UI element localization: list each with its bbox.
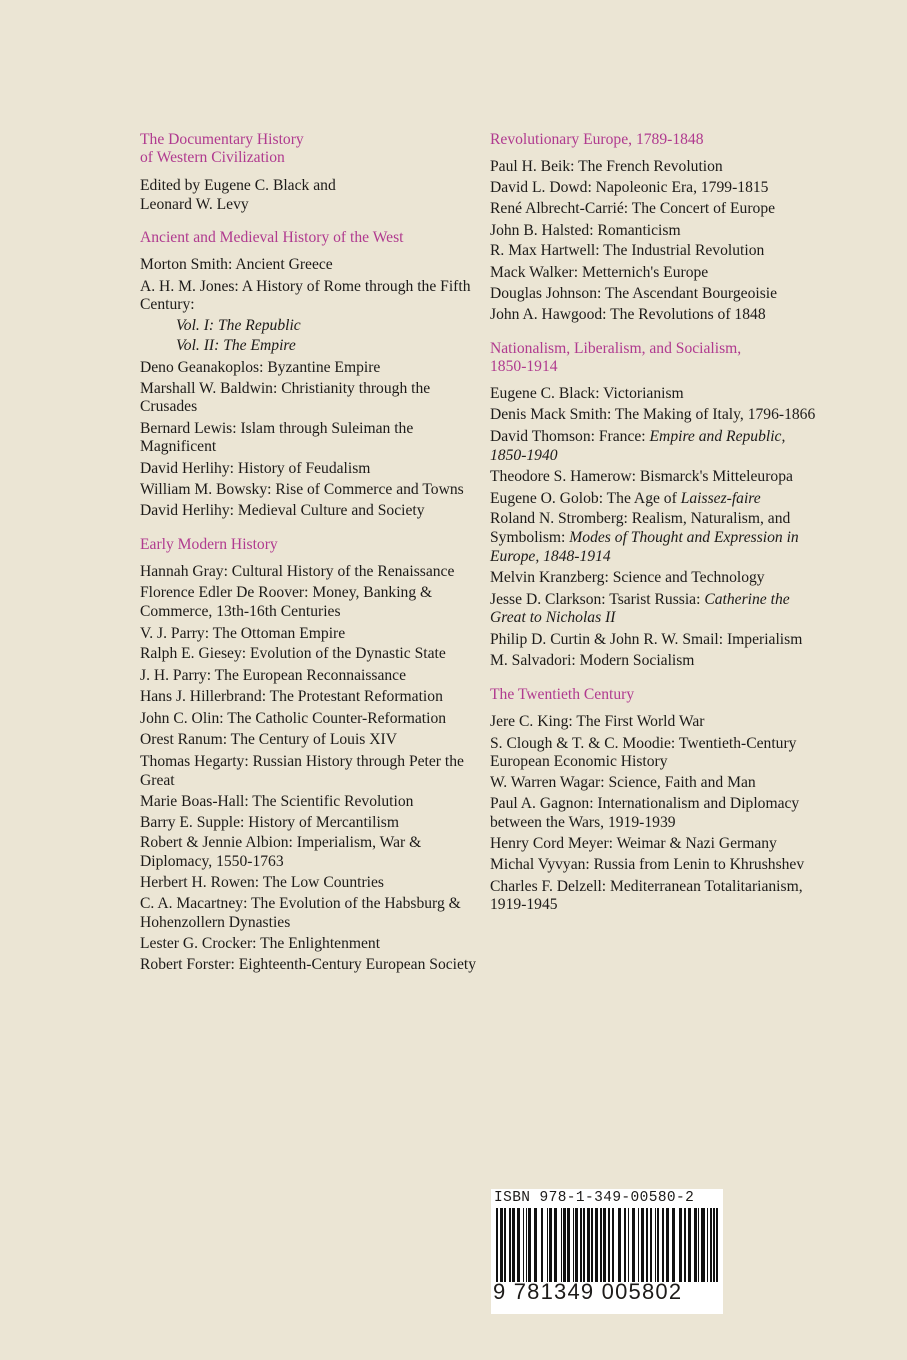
book-entry-title-italic: Modes of Thought and Expression in Europe, 1848-1914 [490,528,799,565]
barcode-bar [701,1208,705,1282]
barcode-bar [655,1208,656,1282]
book-entry: S. Clough & T. & C. Moodie: Twentieth-Century European Economic History [490,734,797,771]
barcode-bar [554,1208,557,1282]
barcode-bar [624,1208,626,1282]
book-entry: W. Warren Wagar: Science, Faith and Man [490,773,756,791]
barcode-bar [710,1208,712,1282]
barcode-bar [523,1208,524,1282]
book-entry: Theodore S. Hamerow: Bismarck's Mitteleuropa [490,468,793,486]
section-heading: Revolutionary Europe, 1789-1848 [490,131,704,148]
section-heading: Early Modern History [140,535,278,553]
book-entry: David Herlihy: Medieval Culture and Society [140,502,425,520]
book-entry: Marie Boas-Hall: The Scientific Revolution [140,793,414,811]
book-entry [490,510,820,566]
book-section [490,340,820,671]
book-entry: Denis Mack Smith: The Making of Italy, 1796-1866 [490,406,816,424]
right-sections [490,131,820,915]
book-entry: J. H. Parry: The European Reconnaissance [140,666,407,684]
barcode-bar [526,1208,527,1282]
barcode-bar [707,1208,708,1282]
barcode-bar [563,1208,566,1282]
book-entry: John B. Halsted: Romanticism [490,221,681,239]
barcode-bar [567,1208,570,1282]
book-entry: Charles F. Delzell: Mediterranean Totalitarianism, 1919-1945 [490,877,803,914]
section-heading: Ancient and Medieval History of the West [140,229,404,246]
book-entry: David L. Dowd: Napoleonic Era, 1799-1815 [490,178,769,196]
barcode-bar [684,1208,686,1282]
barcode-bar [595,1208,598,1282]
book-entry: John A. Hawgood: The Revolutions of 1848 [490,306,766,324]
book-entry: Paul A. Gagnon: Internationalism and Diplomacy between the Wars, 1919-1939 [490,795,800,832]
barcode-bar [638,1208,639,1282]
barcode-bar [528,1208,531,1282]
book-entry: Barry E. Supple: History of Mercantilism [140,813,399,831]
book-entry: Mack Walker: Metternich's Europe [490,263,709,281]
barcode-bar [600,1208,602,1282]
barcode-bar [713,1208,715,1282]
left-column [140,131,480,990]
book-entry-author: Jesse D. Clarkson: Tsarist Russia: [490,590,705,608]
book-entry: David Herlihy: History of Feudalism [140,459,371,477]
book-entry: Henry Cord Meyer: Weimar & Nazi Germany [490,834,777,852]
barcode-bar [587,1208,590,1282]
barcode-bar [580,1208,582,1282]
barcode-bar [573,1208,574,1282]
barcode-bar [561,1208,562,1282]
book-entry: Ralph E. Giesey: Evolution of the Dynastic State [140,645,446,663]
book-entry: René Albrecht-Carrié: The Concert of Europe [490,200,776,218]
series-title-block [140,131,480,214]
book-entry-title-italic: Laissez-faire [680,489,761,507]
barcode-bar [541,1208,543,1282]
barcode-bar [688,1208,691,1282]
barcode-bars [494,1208,720,1282]
book-entry: Morton Smith: Ancient Greece [140,256,333,273]
barcode-bar [603,1208,606,1282]
book-entry: Philip D. Curtin & John R. W. Smail: Imperialism [490,630,803,648]
book-entry: Jere C. King: The First World War [490,713,705,731]
barcode-digits: 9 781349 005802 [493,1279,683,1304]
book-entry: V. J. Parry: The Ottoman Empire [140,624,346,642]
book-entry: Hannah Gray: Cultural History of the Renaissance [140,562,455,580]
barcode-bar [583,1208,585,1282]
book-section [140,229,480,521]
barcode-bar [694,1208,697,1282]
book-entry: Vol. I: The Republic [176,316,301,334]
book-entry: R. Max Hartwell: The Industrial Revolution [490,242,765,260]
barcode-bar [646,1208,648,1282]
book-entry [490,591,820,628]
book-entry: Deno Geanakoplos: Byzantine Empire [140,358,381,376]
book-entry: A. H. M. Jones: A History of Rome through the Fifth Century: [140,277,471,314]
book-entry: Vol. II: The Empire [176,337,296,355]
barcode-bar [650,1208,652,1282]
book-entry: Hans J. Hillerbrand: The Protestant Reformation [140,688,443,706]
book-entry: John C. Olin: The Catholic Counter-Reformation [140,709,447,727]
book-entry: Eugene C. Black: Victorianism [490,384,684,402]
isbn-barcode [491,1189,723,1314]
book-entry: Herbert H. Rowen: The Low Countries [140,873,384,891]
book-entry: Paul H. Beik: The French Revolution [490,158,723,175]
book-entry: Thomas Hegarty: Russian History through Peter the Great [140,753,464,789]
barcode-bar [500,1208,503,1282]
book-entry: Melvin Kranzberg: Science and Technology [490,569,765,587]
barcode-bar [509,1208,511,1282]
barcode-bar [534,1208,537,1282]
book-entry-author: Roland N. Stromberg: Realism, Naturalism, and Symbolism: [490,510,791,546]
book-entry: Robert & Jennie Albion: Imperialism, War & Diplomacy, 1550-1763 [140,834,422,871]
book-entry-title-italic: Catherine the Great to Nicholas II [490,590,790,627]
book-entry: Robert Forster: Eighteenth-Century European Society [140,956,477,973]
barcode-bar [575,1208,578,1282]
barcode-bar [716,1208,718,1282]
book-entry: Lester G. Crocker: The Enlightenment [140,935,381,953]
barcode-bar [657,1208,659,1282]
book-section [490,131,820,325]
book-entry [490,490,820,509]
book-entry: C. A. Macartney: The Evolution of the Habsburg & Hohenzollern Dynasties [140,895,461,931]
barcode-bar [512,1208,515,1282]
section-heading: The Twentieth Century [490,686,635,704]
book-entry: M. Salvadori: Modern Socialism [490,652,695,670]
book-entry: Orest Ranum: The Century of Louis XIV [140,731,397,749]
barcode-bar [612,1208,614,1282]
barcode-bar [618,1208,621,1282]
barcode-bar [547,1208,548,1282]
left-sections [140,229,480,975]
barcode-bar [517,1208,520,1282]
book-section [490,686,820,915]
series-title: The Documentary History of Western Civilization [140,131,304,166]
book-entry: William M. Bowsky: Rise of Commerce and Towns [140,480,464,498]
book-entry: Marshall W. Baldwin: Christianity through the Crusades [140,379,431,416]
barcode-bar [641,1208,644,1282]
book-entry: Douglas Johnson: The Ascendant Bourgeoisie [490,284,778,302]
barcode-bar [608,1208,610,1282]
barcode-bar [698,1208,699,1282]
book-section [140,536,480,975]
book-entry-author: Eugene O. Golob: The Age of [490,489,681,507]
barcode-bar [632,1208,635,1282]
barcode-bar [672,1208,675,1282]
barcode-bar [662,1208,664,1282]
book-entry: Bernard Lewis: Islam through Suleiman the Magnificent [140,419,414,456]
barcode-bar [679,1208,682,1282]
barcode-bar [591,1208,593,1282]
barcode-bar [496,1208,498,1282]
barcode-bar [549,1208,552,1282]
isbn-label: ISBN 978-1-349-00580-2 [494,1190,695,1206]
barcode-bar [666,1208,669,1282]
barcode-bar [504,1208,506,1282]
barcode-bar [628,1208,629,1282]
right-column [490,131,820,930]
series-editors: Edited by Eugene C. Black and Leonard W. Levy [140,177,336,213]
section-heading: Nationalism, Liberalism, and Socialism, 1850-1914 [490,339,742,375]
book-entry-author: David Thomson: France: [490,427,650,445]
book-entry [490,428,820,465]
book-entry: Michal Vyvyan: Russia from Lenin to Khrushshev [490,856,805,874]
book-entry: Florence Edler De Roover: Money, Banking & Commerce, 13th-16th Centuries [140,584,433,620]
book-entry-title-italic: Empire and Republic, 1850-1940 [490,427,786,464]
